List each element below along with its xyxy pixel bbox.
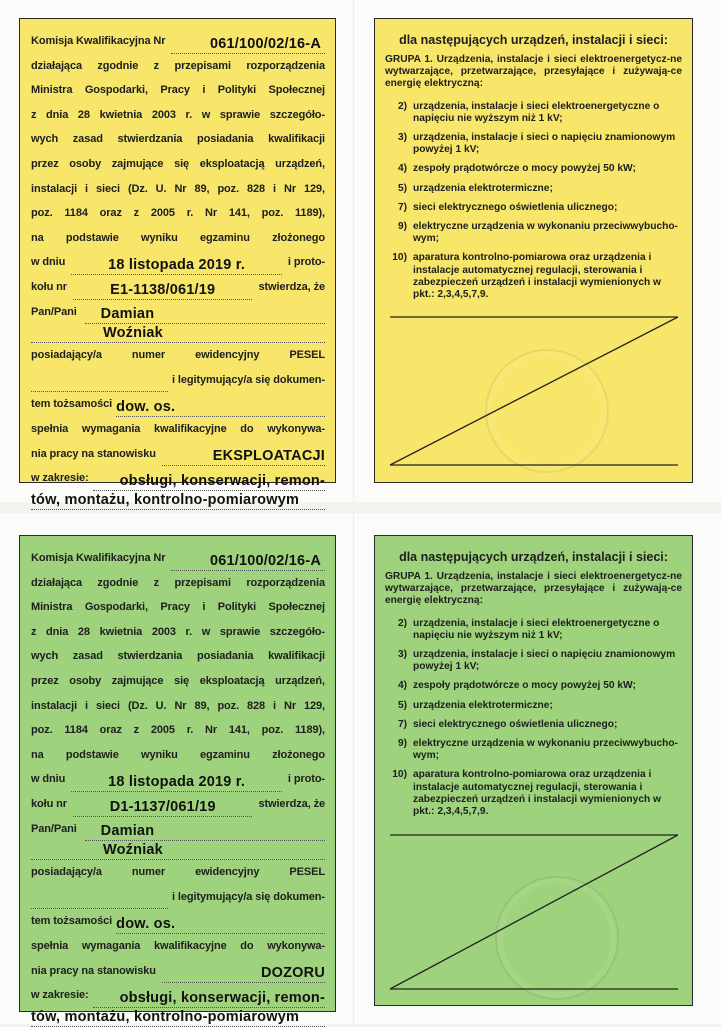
document-line — [31, 368, 325, 393]
person-label: Pan/Pani — [31, 305, 77, 318]
position-value: EKSPLOATACJI — [162, 447, 325, 466]
document-text: i legitymujący/a się dokumen- — [172, 890, 325, 903]
list-item: 3) urządzenia, instalacje i sieci o napięciu znamionowym powyżej 1 kV; — [397, 649, 676, 673]
person-label: Pan/Pani — [31, 822, 77, 835]
scope-value-continued: tów, montażu, kontrolno-pomiarowym — [31, 1008, 325, 1027]
scope-value-continued: tów, montażu, kontrolno-pomiarowym — [31, 491, 325, 510]
list-item: 4) zespoły prądotwórcze o mocy powyżej 50 kW; — [397, 680, 636, 692]
identity-value: dow. os. — [116, 915, 325, 934]
exam-date-line — [31, 767, 325, 792]
scope-line — [31, 466, 325, 491]
scope-line — [31, 983, 325, 1008]
cancellation-strike-icon — [390, 315, 678, 469]
legal-text-line: poz. 1184 oraz z 2005 r. Nr 141, poz. 1189), — [31, 207, 325, 220]
list-item: 2) urządzenia, instalacje i sieci elektroenergetyczne o napięciu nie wyższym niż 1 kV; — [397, 100, 660, 124]
protocol-suffix: stwierdza, że — [258, 797, 325, 810]
legal-text-line: działająca zgodnie z przepisami rozporządzenia — [31, 576, 325, 589]
scope-label: w zakresie: — [31, 989, 89, 1002]
person-line — [31, 817, 325, 842]
certificate-sheet-green — [0, 513, 721, 1024]
protocol-label: kołu nr — [31, 797, 67, 810]
document-line — [31, 885, 325, 910]
list-item: 9) elektryczne urządzenia w wykonaniu przeciwwybucho-wym; — [397, 221, 678, 245]
list-item: 7) sieci elektrycznego oświetlenia ulicznego; — [397, 201, 618, 213]
scope-value: obsługi, konserwacji, remon- — [93, 472, 325, 491]
devices-heading: dla następujących urządzeń, instalacji i sieci: — [399, 550, 668, 564]
person-line — [31, 300, 325, 325]
certificate-right-page — [374, 535, 693, 1006]
commission-line — [31, 546, 325, 571]
protocol-number: D1-1137/061/19 — [73, 798, 252, 817]
list-item: 5) urządzenia elektrotermiczne; — [397, 182, 553, 194]
identity-label: tem tożsamości — [31, 915, 113, 928]
last-name: Woźniak — [31, 324, 325, 343]
list-item: 7) sieci elektrycznego oświetlenia ulicznego; — [397, 718, 618, 730]
legal-text-line: z dnia 28 kwietnia 2003 r. w sprawie szczegóło- — [31, 625, 325, 638]
legal-text-line: wych zasad stwierdzania posiadania kwalifikacji — [31, 133, 325, 146]
position-value: DOZORU — [162, 964, 325, 983]
device-list — [385, 101, 682, 302]
devices-heading: dla następujących urządzeń, instalacji i sieci: — [399, 33, 668, 47]
legal-text-line: Ministra Gospodarki, Pracy i Polityki Społecznej — [31, 84, 325, 97]
legal-text-line: Ministra Gospodarki, Pracy i Polityki Społecznej — [31, 601, 325, 614]
requirements-line: spełnia wymagania kwalifikacyjne do wykonywa- — [31, 422, 325, 435]
fold-line — [353, 0, 355, 502]
commission-label: Komisja Kwalifikacyjna Nr — [31, 552, 166, 564]
first-name: Damian — [85, 822, 325, 841]
exam-date-line — [31, 250, 325, 275]
legal-text-line: instalacji i sieci (Dz. U. Nr 89, poz. 828 i Nr 129, — [31, 699, 325, 712]
exam-date-value: 18 listopada 2019 r. — [71, 773, 282, 792]
pesel-blank — [31, 373, 168, 392]
date-label: w dniu — [31, 773, 66, 786]
legal-text-line: instalacji i sieci (Dz. U. Nr 89, poz. 828 i Nr 129, — [31, 182, 325, 195]
fold-line — [353, 513, 355, 1024]
list-item: 3) urządzenia, instalacje i sieci o napięciu znamionowym powyżej 1 kV; — [397, 132, 676, 156]
last-name-line — [31, 841, 325, 860]
last-name-line — [31, 324, 325, 343]
pesel-blank — [31, 890, 168, 909]
protocol-label: kołu nr — [31, 280, 67, 293]
list-item: 10) aparatura kontrolno-pomiarowa oraz urządzenia i instalacje automatycznej regulacji, sterowania i zabezpieczeń urządzeń i instalacji wymienionych w pkt.: 2,3,4,5,7,9. — [392, 252, 661, 301]
device-list — [385, 618, 682, 819]
pesel-line: posiadający/a numer ewidencyjny PESEL — [31, 349, 325, 362]
list-item: 10) aparatura kontrolno-pomiarowa oraz urządzenia i instalacje automatycznej regulacji, sterowania i zabezpieczeń urządzeń i instalacji wymienionych w pkt.: 2,3,4,5,7,9. — [392, 769, 661, 818]
legal-text-line: przez osoby zajmujące się eksploatacją urządzeń, — [31, 157, 325, 170]
legal-text-line: wych zasad stwierdzania posiadania kwalifikacji — [31, 650, 325, 663]
legal-text-line: z dnia 28 kwietnia 2003 r. w sprawie szczegóło- — [31, 108, 325, 121]
last-name: Woźniak — [31, 841, 325, 860]
position-label: nia pracy na stanowisku — [31, 447, 156, 460]
certificate-left-page — [19, 18, 336, 508]
exam-date-value: 18 listopada 2019 r. — [71, 256, 282, 275]
list-item: 4) zespoły prądotwórcze o mocy powyżej 50 kW; — [397, 163, 636, 175]
commission-line — [31, 29, 325, 54]
protocol-line — [31, 275, 325, 300]
list-item: 9) elektryczne urządzenia w wykonaniu przeciwwybucho-wym; — [397, 738, 678, 762]
date-suffix: i proto- — [287, 256, 325, 269]
legal-text-line: na podstawie wyniku egzaminu złożonego — [31, 748, 325, 761]
commission-number: 061/100/02/16-A — [171, 552, 325, 571]
identity-value: dow. os. — [116, 398, 325, 417]
legal-text-line: przez osoby zajmujące się eksploatacją urządzeń, — [31, 674, 325, 687]
legal-text-line: poz. 1184 oraz z 2005 r. Nr 141, poz. 1189), — [31, 724, 325, 737]
position-line — [31, 959, 325, 984]
scope-line-2 — [31, 491, 325, 510]
cancellation-strike-icon — [390, 833, 678, 993]
legal-text-line: na podstawie wyniku egzaminu złożonego — [31, 231, 325, 244]
first-name: Damian — [85, 305, 325, 324]
date-label: w dniu — [31, 256, 66, 269]
certificate-sheet-yellow — [0, 0, 721, 508]
scope-label: w zakresie: — [31, 472, 89, 485]
protocol-number: E1-1138/061/19 — [73, 281, 252, 300]
commission-number: 061/100/02/16-A — [171, 35, 325, 54]
protocol-line — [31, 792, 325, 817]
requirements-line: spełnia wymagania kwalifikacyjne do wykonywa- — [31, 939, 325, 952]
legal-text-line: działająca zgodnie z przepisami rozporządzenia — [31, 59, 325, 72]
identity-line — [31, 392, 325, 417]
position-label: nia pracy na stanowisku — [31, 964, 156, 977]
certificate-left-page — [19, 535, 336, 1025]
commission-label: Komisja Kwalifikacyjna Nr — [31, 35, 166, 47]
list-item: 2) urządzenia, instalacje i sieci elektroenergetyczne o napięciu nie wyższym niż 1 kV; — [397, 617, 660, 641]
identity-line — [31, 909, 325, 934]
identity-label: tem tożsamości — [31, 398, 113, 411]
pesel-line: posiadający/a numer ewidencyjny PESEL — [31, 866, 325, 879]
position-line — [31, 442, 325, 467]
protocol-suffix: stwierdza, że — [258, 280, 325, 293]
document-text: i legitymujący/a się dokumen- — [172, 373, 325, 386]
list-item: 5) urządzenia elektrotermiczne; — [397, 699, 553, 711]
certificate-right-page — [374, 18, 693, 483]
group-description: GRUPA 1. Urządzenia, instalacje i sieci elektroenergetycz-ne wytwarzające, przetwarzające, przesyłające i zużywają-ce energię elektryczną: — [385, 54, 682, 90]
date-suffix: i proto- — [287, 773, 325, 786]
group-description: GRUPA 1. Urządzenia, instalacje i sieci elektroenergetycz-ne wytwarzające, przetwarzające, przesyłające i zużywają-ce energię elektryczną: — [385, 571, 682, 607]
scope-value: obsługi, konserwacji, remon- — [93, 989, 325, 1008]
